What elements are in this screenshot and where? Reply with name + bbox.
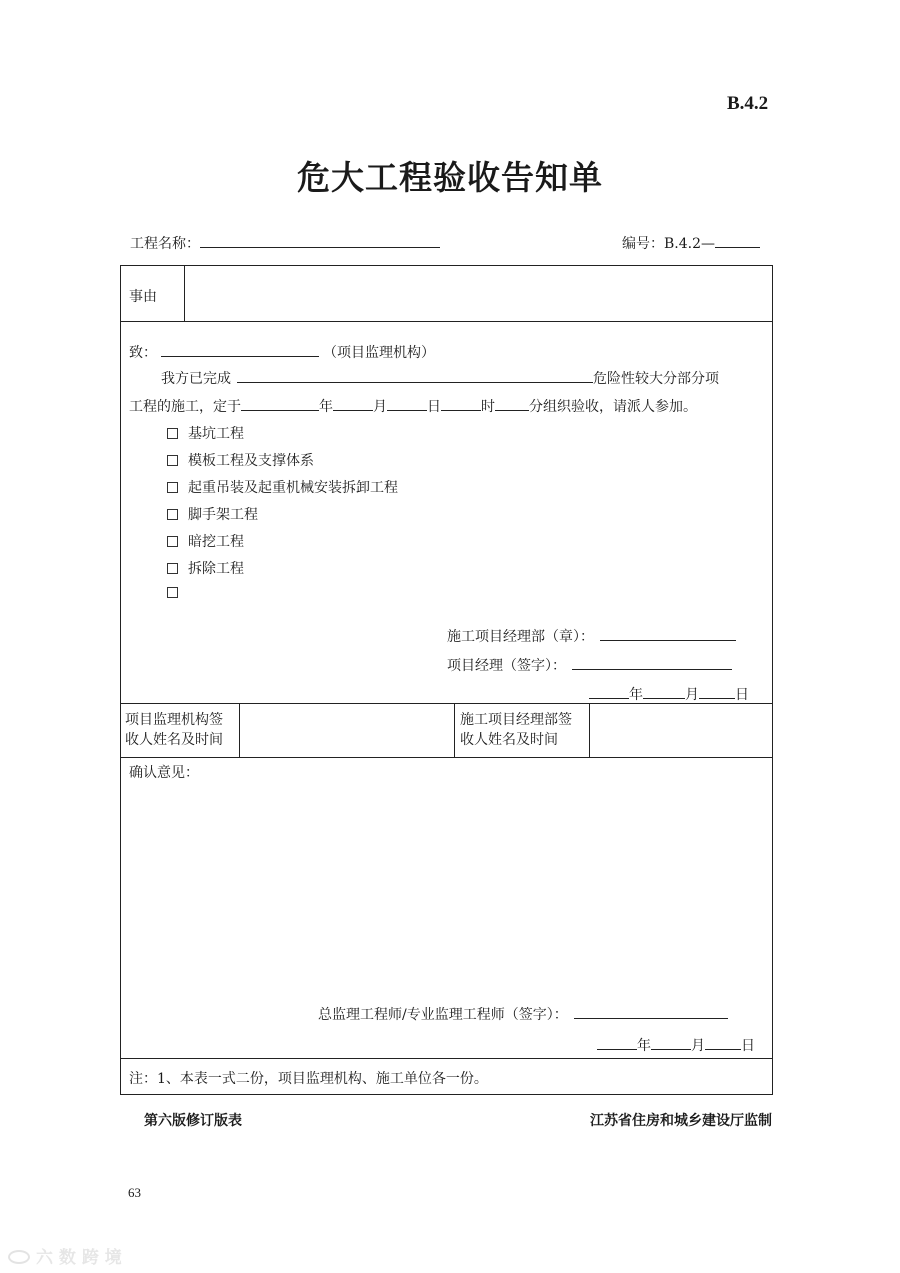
supervisor-org-field[interactable] [161,343,319,357]
year-label: 年 [629,687,643,703]
divider [184,266,185,321]
confirm-field[interactable] [129,786,765,996]
completion-line [161,368,719,388]
option-label: 暗挖工程 [188,534,244,550]
confirm-date-line [597,1035,755,1055]
date-year-field[interactable] [589,685,629,699]
option-item [167,504,258,524]
checkbox[interactable] [167,455,178,466]
project-name-row [130,233,440,253]
number-label: 编号：B.4.2— [622,236,716,252]
pm-signature-field[interactable] [572,656,732,670]
schedule-suffix: 分组织验收，请派人参加。 [529,399,697,415]
completion-suffix: 危险性较大分部分项 [593,371,719,387]
note: 注：1、本表一式二份，项目监理机构、施工单位各一份。 [129,1071,488,1087]
watermark-logo-icon [8,1250,30,1264]
completion-prefix: 我方已完成 [161,371,231,387]
supervisor-receiver-label [125,710,223,750]
date-month-field[interactable] [643,685,685,699]
month-label: 月 [685,687,699,703]
option-item [167,450,314,470]
project-name-label: 工程名称： [130,236,200,252]
option-item [167,531,244,551]
year-label: 年 [319,399,333,415]
schedule-line [129,396,697,416]
chief-engineer-signature-field[interactable] [574,1005,728,1019]
option-item [167,558,244,578]
option-label: 起重吊装及起重机械安装拆卸工程 [188,480,398,496]
reason-label: 事由 [129,289,157,305]
day-label: 日 [735,687,749,703]
to-suffix: （项目监理机构） [323,345,435,361]
hour-field[interactable] [441,397,481,411]
page-number: 63 [128,1185,141,1200]
confirm-label: 确认意见： [129,765,199,781]
project-name-field[interactable] [200,234,440,248]
form-code: B.4.2 [727,93,769,114]
option-label: 基坑工程 [188,426,244,442]
page-title: 危大工程验收告知单 [297,158,603,197]
checkbox[interactable] [167,428,178,439]
option-label: 模板工程及支撑体系 [188,453,314,469]
year-label: 年 [637,1038,651,1054]
checkbox[interactable] [167,509,178,520]
day-field[interactable] [387,397,427,411]
option-item [167,585,188,601]
contractor-dept-line [447,626,736,646]
divider [121,757,772,758]
checkbox[interactable] [167,536,178,547]
month-label: 月 [691,1038,705,1054]
label-line: 项目监理机构签 [125,712,223,728]
contractor-receiver-field[interactable] [595,708,767,752]
divider [589,703,590,757]
confirm-year-field[interactable] [597,1036,637,1050]
form-table [120,265,773,1095]
label-line: 收人姓名及时间 [125,732,223,748]
divider [239,703,240,757]
number-row [622,233,760,253]
contractor-receiver-label [460,710,572,750]
checkbox[interactable] [167,587,178,598]
to-line [129,342,435,362]
watermark-text: 六 数 跨 境 [36,1248,122,1268]
minute-field[interactable] [495,397,529,411]
supervisor-receiver-field[interactable] [245,708,449,752]
pm-line [447,655,732,675]
date-day-field[interactable] [699,685,735,699]
year-field[interactable] [241,397,319,411]
divider [121,1058,772,1059]
reason-field[interactable] [191,270,766,316]
schedule-prefix: 工程的施工，定于 [129,399,241,415]
to-prefix: 致： [129,345,157,361]
confirm-day-field[interactable] [705,1036,741,1050]
label-line: 收人姓名及时间 [460,732,558,748]
chief-engineer-label: 总监理工程师/专业监理工程师（签字）： [318,1007,568,1023]
number-field[interactable] [715,234,760,248]
divider [121,321,772,322]
day-label: 日 [427,399,441,415]
footer-left: 第六版修订版表 [144,1113,242,1129]
option-label: 脚手架工程 [188,507,258,523]
contractor-dept-field[interactable] [600,627,736,641]
option-label: 拆除工程 [188,561,244,577]
confirm-month-field[interactable] [651,1036,691,1050]
pm-label: 项目经理（签字）： [447,658,566,674]
divider [121,703,772,704]
day-label: 日 [741,1038,755,1054]
work-name-field[interactable] [237,369,593,383]
option-item [167,423,244,443]
chief-engineer-line [318,1004,728,1024]
checkbox[interactable] [167,563,178,574]
label-line: 施工项目经理部签 [460,712,572,728]
month-field[interactable] [333,397,373,411]
divider [454,703,455,757]
option-item [167,477,398,497]
contractor-dept-label: 施工项目经理部（章）： [447,629,594,645]
footer-right: 江苏省住房和城乡建设厅监制 [590,1113,772,1129]
hour-label: 时 [481,399,495,415]
checkbox[interactable] [167,482,178,493]
month-label: 月 [373,399,387,415]
watermark [8,1243,122,1268]
date-line [589,684,749,704]
